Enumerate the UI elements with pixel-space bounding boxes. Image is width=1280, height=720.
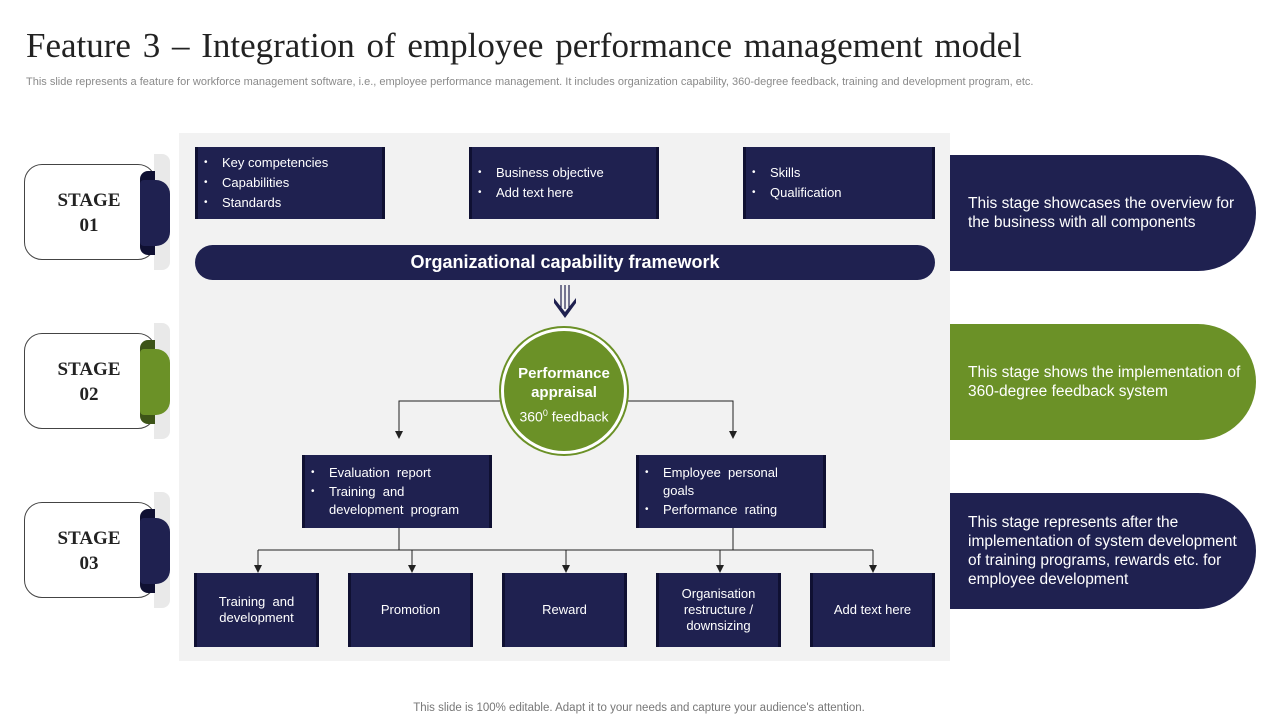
stage-01-word: STAGE [57, 190, 121, 211]
list-item: • Qualification [770, 183, 842, 203]
top-box-skills [743, 147, 935, 219]
stage-03-number: 03 [79, 553, 99, 574]
outcome-box-reward [502, 573, 627, 647]
appraisal-circle [501, 328, 627, 454]
outcome-box-restructure [656, 573, 781, 647]
list-item: • Evaluation report [329, 464, 479, 482]
list-item: • Employee personal goals [663, 464, 793, 500]
list-item: • Performance rating [663, 501, 793, 519]
slide-footer: This slide is 100% editable. Adapt it to your needs and capture your audience's attention. [413, 702, 865, 714]
outcome-box-training [194, 573, 319, 647]
stage-01-number: 01 [79, 215, 99, 236]
list-item: • Capabilities [222, 173, 328, 193]
mid-box-evaluation [302, 455, 492, 528]
mid-box-employee [636, 455, 826, 528]
outcome-label: Reward [542, 602, 587, 617]
list-item: • Training and development program [329, 483, 479, 519]
appraisal-title: Performance appraisal [518, 365, 610, 401]
stage-03-word: STAGE [57, 528, 121, 549]
slide-title: Feature 3 – Integration of employee performance management model [26, 26, 1022, 65]
appraisal-degree-value: 360 [519, 408, 543, 425]
slide-subtitle: This slide represents a feature for workforce management software, i.e., employee performance management. It includes organization capability, 360-degree feedback, training and development program, etc. [26, 76, 1034, 88]
outcome-box-promotion [348, 573, 473, 647]
framework-banner: Organizational capability framework [195, 245, 935, 280]
outcome-label: Training and development [218, 594, 298, 625]
stage-02-description-text: This stage shows the implementation of 360-degree feedback system [968, 364, 1241, 400]
top-box-competencies [195, 147, 385, 219]
down-arrow-icon [554, 285, 576, 318]
stage-01-description-text: This stage showcases the overview for the business with all components [968, 195, 1235, 231]
outcome-label: Organisation restructure / downsizing [681, 586, 756, 633]
list-item: • Add text here [496, 183, 604, 203]
list-item: • Key competencies [222, 153, 328, 173]
outcome-label: Promotion [380, 602, 441, 617]
stage-02-word: STAGE [57, 359, 121, 380]
list-item: • Standards [222, 193, 328, 213]
appraisal-feedback-label: feedback [547, 408, 609, 425]
outcome-box-add-text [810, 573, 935, 647]
top-box-business [469, 147, 659, 219]
list-item: • Skills [770, 163, 842, 183]
stage-02-number: 02 [79, 384, 99, 405]
outcome-label: Add text here [833, 602, 912, 617]
stage-03-description-text: This stage represents after the implementation of system development of training programs, rewards etc. for employee development [968, 514, 1237, 588]
list-item: • Business objective [496, 163, 604, 183]
appraisal-subtitle [504, 408, 624, 425]
appraisal-degree-sup: 0 [542, 408, 548, 418]
